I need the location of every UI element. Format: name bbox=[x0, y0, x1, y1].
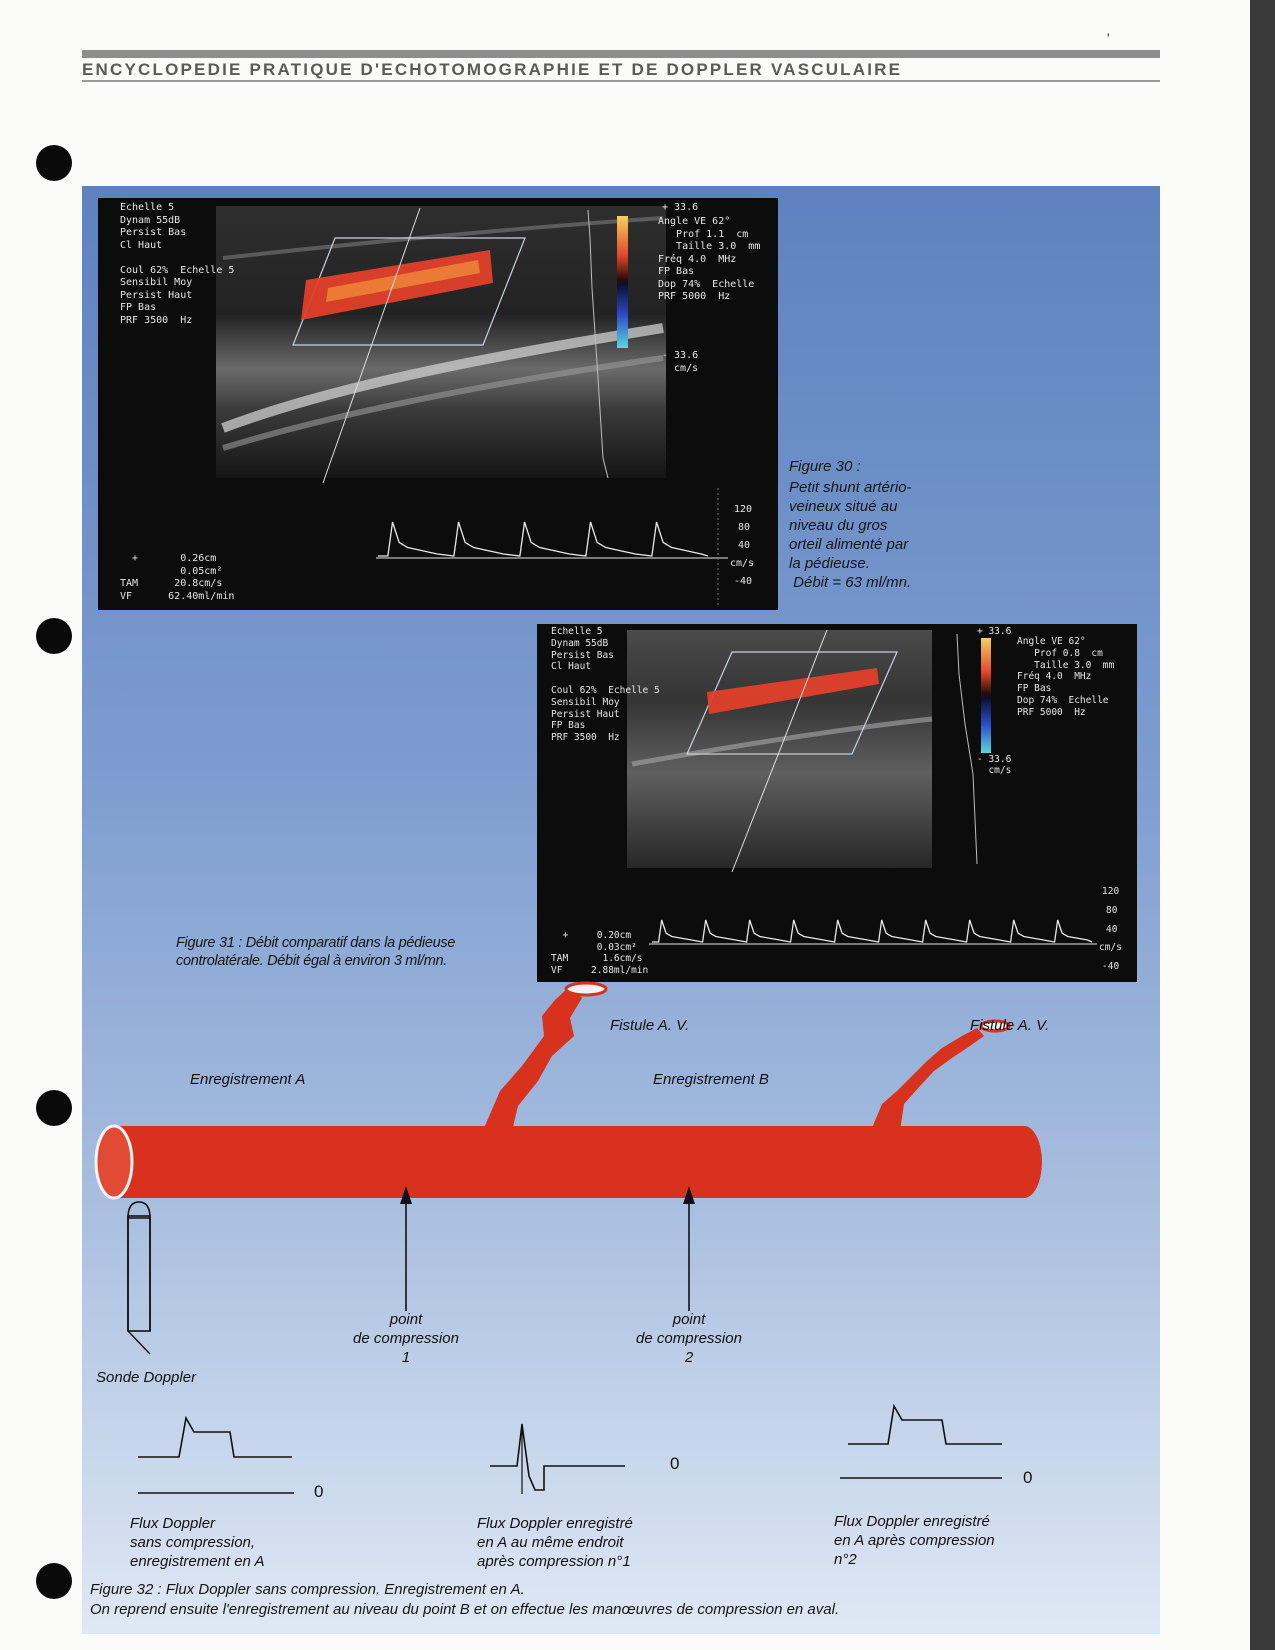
compression-point-2-label: point de compression 2 bbox=[636, 1311, 742, 1366]
baseline-zero-2: 0 bbox=[670, 1454, 680, 1473]
flux-caption-1: Flux Doppler sans compression, enregistrement en A bbox=[130, 1515, 265, 1570]
binder-hole bbox=[36, 145, 72, 181]
enregistrement-b-label: Enregistrement B bbox=[653, 1071, 769, 1088]
figure-panel bbox=[82, 186, 1160, 1634]
doppler-probe-label: Sonde Doppler bbox=[96, 1369, 197, 1386]
fig32-caption-line1: Figure 32 : Flux Doppler sans compression. Enregistrement en A. bbox=[90, 1581, 525, 1598]
baseline-zero-3: 0 bbox=[1023, 1468, 1033, 1487]
artery-end-left bbox=[96, 1126, 132, 1198]
flux-caption-3: Flux Doppler enregistré en A après compression n°2 bbox=[834, 1513, 995, 1568]
fistula-opening-1 bbox=[566, 983, 606, 995]
us1-right-params: Angle VE 62° Prof 1.1 cm Taille 3.0 mm Fréq 4.0 MHz FP Bas Dop 74% Echelle PRF 5000 Hz bbox=[658, 216, 761, 302]
us2-scale-bottom: - 33.6 cm/s bbox=[977, 754, 1012, 776]
us2-scale-top: + 33.6 bbox=[977, 626, 1012, 637]
us1-axis-unit: cm/s bbox=[730, 558, 755, 569]
us1-axis-minus40: -40 bbox=[734, 576, 753, 587]
us1-axis-120: 120 bbox=[734, 504, 753, 515]
artery-end-right bbox=[1006, 1126, 1042, 1198]
us1-scale-bottom: - 33.6 cm/s bbox=[662, 350, 699, 374]
binder-hole bbox=[36, 1563, 72, 1599]
fistula-branch-1 bbox=[484, 986, 582, 1131]
page-mark: ' bbox=[1107, 30, 1110, 46]
compression-point-1-label: point de compression 1 bbox=[353, 1311, 459, 1366]
binder-hole bbox=[36, 1090, 72, 1126]
us2-axis-80: 80 bbox=[1106, 905, 1118, 916]
header-rule bbox=[82, 80, 1160, 82]
baseline-zero-1: 0 bbox=[314, 1482, 324, 1501]
us2-right-params: Angle VE 62° Prof 0.8 cm Taille 3.0 mm Fréq 4.0 MHz FP Bas Dop 74% Echelle PRF 5000 Hz bbox=[1017, 636, 1115, 718]
fistula-branch-2 bbox=[872, 1028, 984, 1131]
us1-left-params: Echelle 5 Dynam 55dB Persist Bas Cl Haut Coul 62% Echelle 5 Sensibil Moy Persist Haut FP Bas PRF 3500 Hz bbox=[120, 202, 235, 326]
us2-axis-unit: cm/s bbox=[1099, 942, 1122, 953]
us2-axis-40: 40 bbox=[1106, 924, 1118, 935]
fig30-label: Figure 30 : bbox=[789, 458, 861, 475]
header-bar bbox=[82, 50, 1160, 58]
us2-left-params: Echelle 5 Dynam 55dB Persist Bas Cl Haut Coul 62% Echelle 5 Sensibil Moy Persist Haut FP Bas PRF 3500 Hz bbox=[551, 626, 660, 744]
fistule-label-1: Fistule A. V. bbox=[610, 1017, 690, 1034]
binder-hole bbox=[36, 618, 72, 654]
us1-axis-40: 40 bbox=[738, 540, 751, 551]
enregistrement-a-label: Enregistrement A bbox=[190, 1071, 306, 1088]
us2-measurements: + 0.20cm 0.03cm² TAM 1.6cm/s VF 2.88ml/min bbox=[551, 930, 649, 976]
us1-scale-top: + 33.6 bbox=[662, 202, 699, 213]
us2-axis-120: 120 bbox=[1102, 886, 1120, 897]
fistula-diagram bbox=[82, 186, 1160, 1634]
artery-vessel bbox=[114, 1126, 1024, 1198]
fistule-label-2: Fistule A. V. bbox=[970, 1017, 1050, 1034]
fig31-caption: Figure 31 : Débit comparatif dans la pédieuse controlatérale. Débit égal à environ 3 ml/mn. bbox=[176, 935, 456, 969]
us2-axis-minus40: -40 bbox=[1102, 961, 1120, 972]
us1-axis-80: 80 bbox=[738, 522, 751, 533]
flux-caption-2: Flux Doppler enregistré en A au même endroit après compression n°1 bbox=[477, 1515, 633, 1570]
us1-measurements: + 0.26cm 0.05cm² TAM 20.8cm/s VF 62.40ml/min bbox=[120, 553, 235, 602]
running-header: ENCYCLOPEDIE PRATIQUE D'ECHOTOMOGRAPHIE ET DE DOPPLER VASCULAIRE bbox=[82, 60, 903, 79]
page-edge-shadow bbox=[1250, 0, 1275, 1650]
fig30-text: Petit shunt artério- veineux situé au niveau du gros orteil alimenté par la pédieuse. Débit = 63 ml/mn. bbox=[789, 479, 912, 591]
fig32-caption-line2: On reprend ensuite l'enregistrement au niveau du point B et on effectue les manœuvres de compression en aval. bbox=[90, 1601, 840, 1618]
